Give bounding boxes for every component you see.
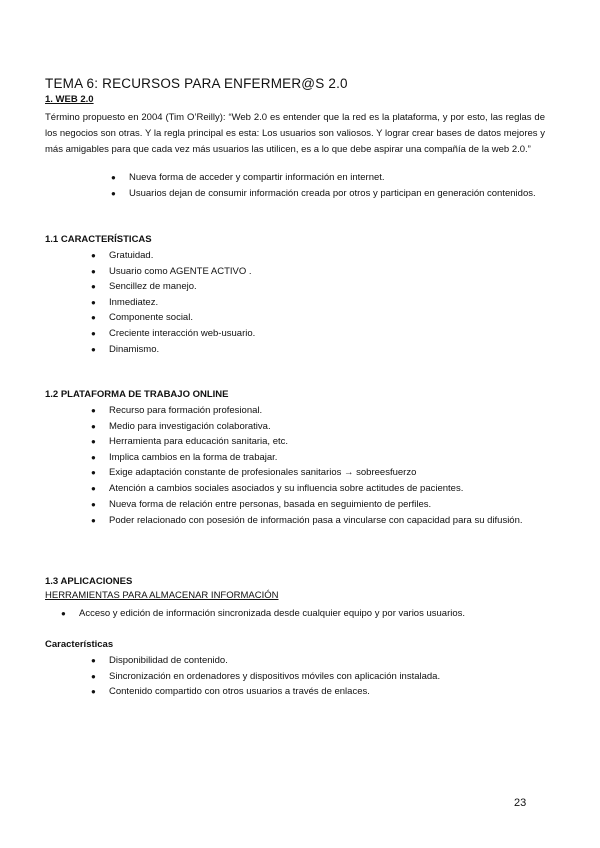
bullet-icon: ● (111, 173, 116, 182)
list-item: ● Usuarios dejan de consumir información creada por otros y participan en generación contenidos. (111, 186, 536, 202)
bullet-icon: ● (91, 282, 96, 292)
bullet-icon: ● (91, 344, 96, 354)
bullet-icon: ● (91, 687, 96, 697)
bullet-icon: ● (91, 328, 96, 338)
bullet-icon: ● (91, 297, 96, 307)
bullet-icon: ● (91, 406, 96, 415)
caracteristicas-bullet-list (91, 248, 255, 357)
list-item: ● Nueva forma de acceder y compartir información en internet. (111, 170, 536, 186)
list-item: ● Contenido compartido con otros usuarios a través de enlaces. (91, 684, 440, 700)
section-heading-aplicaciones: 1.3 APLICACIONES (45, 576, 133, 587)
page-title: TEMA 6: RECURSOS PARA ENFERMER@S 2.0 (45, 76, 348, 91)
bullet-icon: ● (91, 656, 96, 665)
list-item: ● Recurso para formación profesional. (91, 403, 545, 419)
list-item: ● Inmediatez. (91, 295, 255, 311)
list-item: ● Herramienta para educación sanitaria, etc. (91, 434, 545, 450)
bullet-icon: ● (91, 452, 96, 462)
bullet-icon: ● (91, 437, 96, 447)
subheading-herramientas: HERRAMIENTAS PARA ALMACENAR INFORMACIÓN (45, 590, 279, 601)
subheading-caracteristicas: Características (45, 639, 114, 650)
herramientas-bullet-list (61, 606, 465, 622)
bullet-icon: ● (61, 609, 66, 618)
bullet-icon: ● (91, 671, 96, 681)
list-item: ● Poder relacionado con posesión de información pasa a vincularse con capacidad para su difusión. (91, 512, 545, 529)
bullet-icon: ● (91, 421, 96, 431)
list-item: ● Creciente interacción web-usuario. (91, 326, 255, 342)
list-item: ● Sincronización en ordenadores y dispositivos móviles con aplicación instalada. (91, 669, 440, 685)
section-heading-plataforma: 1.2 PLATAFORMA DE TRABAJO ONLINE (45, 389, 229, 400)
list-item: ● Componente social. (91, 310, 255, 326)
bullet-icon: ● (91, 266, 96, 276)
bullet-icon: ● (91, 516, 96, 526)
list-item: ● Exige adaptación constante de profesionales sanitarios → sobreesfuerzo (91, 465, 545, 481)
list-item: ● Usuario como AGENTE ACTIVO . (91, 264, 255, 280)
plataforma-bullet-list (91, 403, 545, 529)
list-item: ● Gratuidad. (91, 248, 255, 264)
web20-bullet-list (111, 170, 536, 201)
bullet-icon: ● (111, 188, 116, 198)
bullet-icon: ● (91, 499, 96, 509)
list-item: ● Acceso y edición de información sincronizada desde cualquier equipo y por varios usuarios. (61, 606, 465, 622)
aplicaciones-caracteristicas-list (91, 653, 440, 700)
list-item: ● Atención a cambios sociales asociados y su influencia sobre actitudes de pacientes. (91, 481, 545, 497)
section-heading-web20: 1. WEB 2.0 (45, 94, 94, 105)
list-item: ● Nueva forma de relación entre personas, basada en seguimiento de perfiles. (91, 497, 545, 513)
bullet-icon: ● (91, 468, 96, 478)
section-heading-caracteristicas: 1.1 CARACTERÍSTICAS (45, 234, 152, 245)
list-item: ● Medio para investigación colaborativa. (91, 419, 545, 435)
bullet-icon: ● (91, 251, 96, 260)
list-item: ● Dinamismo. (91, 342, 255, 358)
list-item: ● Implica cambios en la forma de trabajar. (91, 450, 545, 466)
intro-paragraph: Término propuesto en 2004 (Tim O’Reilly): “Web 2.0 es entender que la red es la plataforma, y por esto, las reglas de los negocios son otras. Y la regla principal es esta: Los usuarios son valiosos. Y lograr crear bases de datos mejores y más amigables para que cada vez más usuarios las utilicen, es a lo que debe aspirar una compañía de la web 2.0.” (45, 112, 545, 155)
list-item: ● Disponibilidad de contenido. (91, 653, 440, 669)
bullet-icon: ● (91, 483, 96, 493)
bullet-icon: ● (91, 313, 96, 323)
list-item: ● Sencillez de manejo. (91, 279, 255, 295)
page-number: 23 (514, 797, 527, 809)
